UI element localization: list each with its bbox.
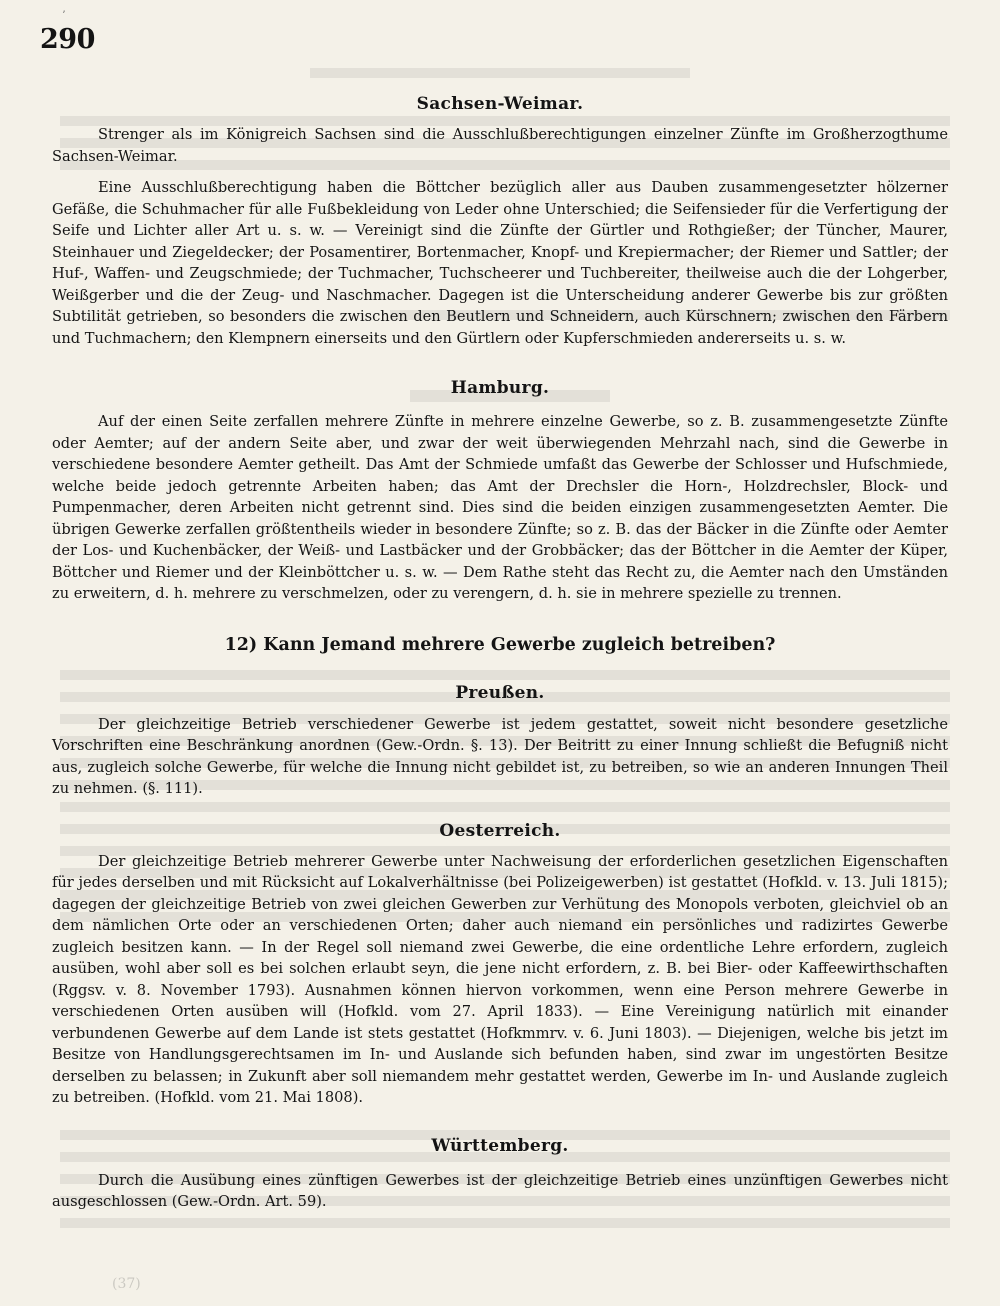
page-content (52, 92, 948, 1213)
paragraph-preussen: Der gleichzeitige Betrieb verschiedener Gewerbe ist jedem gestattet, soweit nicht besondere gesetzliche Vorschriften eine Beschränkung anordnen (Gew.-Ordn. §. 13). Der Beitritt zu einer Innung schließt die Befugniß nicht aus, zugleich solche Gewerbe, für welche die Innung nicht gebildet ist, zu betreiben, so wie an anderen Innungen Theil zu nehmen. (§. 111). (52, 715, 948, 797)
heading-preussen: Preußen. (455, 682, 545, 703)
paragraph-sachsen-weimar-2: Eine Ausschlußberechtigung haben die Böttcher bezüglich aller aus Dauben zusammengesetzter hölzerner Gefäße, die Schuhmacher für alle Fußbekleidung von Leder ohne Unterschied; die Seifensieder für die Verfertigung der Seife und Lichter aller Art u. s. w. — Vereinigt sind die Zünfte der Gürtler und Rothgießer; der Tüncher, Maurer, Steinhauer und Ziegeldecker; der Posamentirer, Bortenmacher, Knopf- und Krepiermacher; der Riemer und Sattler; der Huf-, Waffen- und Zeugschmiede; der Tuchmacher, Tuchscheerer und Tuchbereiter, theilweise auch die der Lohgerber, Weißgerber und die der Zeug- und Naschmacher. Dagegen ist die Unterscheidung anderer Gewerbe bis zur größten Subtilität getrieben, so besonders die zwischen den Beutlern und Schneidern, auch Kürschnern; zwischen den Färbern und Tuchmachern; den Klempnern einerseits und den Gürtlern oder Kupferschmieden andererseits u. s. w. (52, 179, 948, 347)
paragraph-hamburg: Auf der einen Seite zerfallen mehrere Zünfte in mehrere einzelne Gewerbe, so z. B. zusammengesetzte Zünfte oder Aemter; auf der andern Seite aber, und zwar der weit überwiegenden Mehrzahl nach, sind die Gewerbe in verschiedene besondere Aemter getheilt. Das Amt der Schmiede umfaßt das Gewerbe der Schlosser und Hufschmiede, welche beide jedoch getrennte Arbeiten haben; das Amt der Drechsler die Horn-, Holzdrechsler, Block- und Pumpenmacher, deren Arbeiten nicht getrennt sind. Dies sind die beiden einzigen zusammengesetzten Aemter. Die übrigen Gewerke zerfallen größtentheils wieder in besondere Zünfte; so z. B. das der Bäcker in die Zünfte oder Aemter der Los- und Kuchenbäcker, der Weiß- und Lastbäcker und der Grobbäcker; das der Böttcher in die Aemter der Küper, Böttcher und Riemer und der Kleinböttcher u. s. w. — Dem Rathe steht das Recht zu, die Aemter nach den Umständen zu erweitern, d. h. mehrere zu verschmelzen, oder zu verengern, d. h. sie in mehrere spezielle zu trennen. (52, 413, 948, 602)
paragraph-oesterreich: Der gleichzeitige Betrieb mehrerer Gewerbe unter Nachweisung der erforderlichen gesetzlichen Eigenschaften für jedes derselben und mit Rücksicht auf Lokalverhältnisse (bei Polizeigewerben) ist gestattet (Hofkld. v. 13. Juli 1815); dagegen der gleichzeitige Betrieb von zwei gleichen Gewerben zur Verhütung des Monopols verboten, gleichviel ob an dem nämlichen Orte oder an verschiedenen Orten; daher auch niemand ein persönliches und radizirtes Gewerbe zugleich besitzen kann. — In der Regel soll niemand zwei Gewerbe, die eine ordentliche Lehre erfordern, zugleich ausüben, wohl aber soll es bei solchen erlaubt seyn, die jene nicht erfordern, z. B. bei Bier- oder Kaffeewirthschaften (Rggsv. v. 8. November 1793). Ausnahmen können hiervon vorkommen, wenn eine Person mehrere Gewerbe in verschiedenen Orten ausüben will (Hofkld. vom 27. April 1833). — Eine Vereinigung natürlich mit einander verbundenen Gewerbe auf dem Lande ist stets gestattet (Hofkmmrv. v. 6. Juni 1803). — Diejenigen, welche bis jetzt im Besitze von Handlungsgerechtsamen im In- und Auslande sich befunden haben, sind zwar im ungestörten Besitze derselben zu belassen; in Zukunft aber soll niemandem mehr gestattet werden, Gewerbe im In- und Auslande zugleich zu betreiben. (Hofkld. vom 21. Mai 1808). (52, 852, 948, 1106)
question-heading: 12) Kann Jemand mehrere Gewerbe zugleich betreiben? (224, 634, 776, 655)
page-number: 290 (40, 24, 95, 55)
paragraph-wuerttemberg: Durch die Ausübung eines zünftigen Gewerbes ist der gleichzeitige Betrieb eines unzünftigen Gewerbes nicht ausgeschlossen (Gew.-Ordn. Art. 59). (52, 1171, 948, 1210)
paragraph-sachsen-weimar-1: Strenger als im Königreich Sachsen sind die Ausschlußberechtigungen einzelner Zünfte im Großherzogthume Sachsen-Weimar. (52, 126, 948, 165)
corner-tick-mark: ʼ (62, 10, 66, 21)
heading-oesterreich: Oesterreich. (439, 820, 561, 841)
footer-signature-mark: (37) (112, 1276, 141, 1292)
heading-wuerttemberg: Württemberg. (431, 1135, 569, 1156)
heading-hamburg: Hamburg. (450, 378, 550, 398)
heading-sachsen-weimar: Sachsen-Weimar. (416, 94, 584, 114)
